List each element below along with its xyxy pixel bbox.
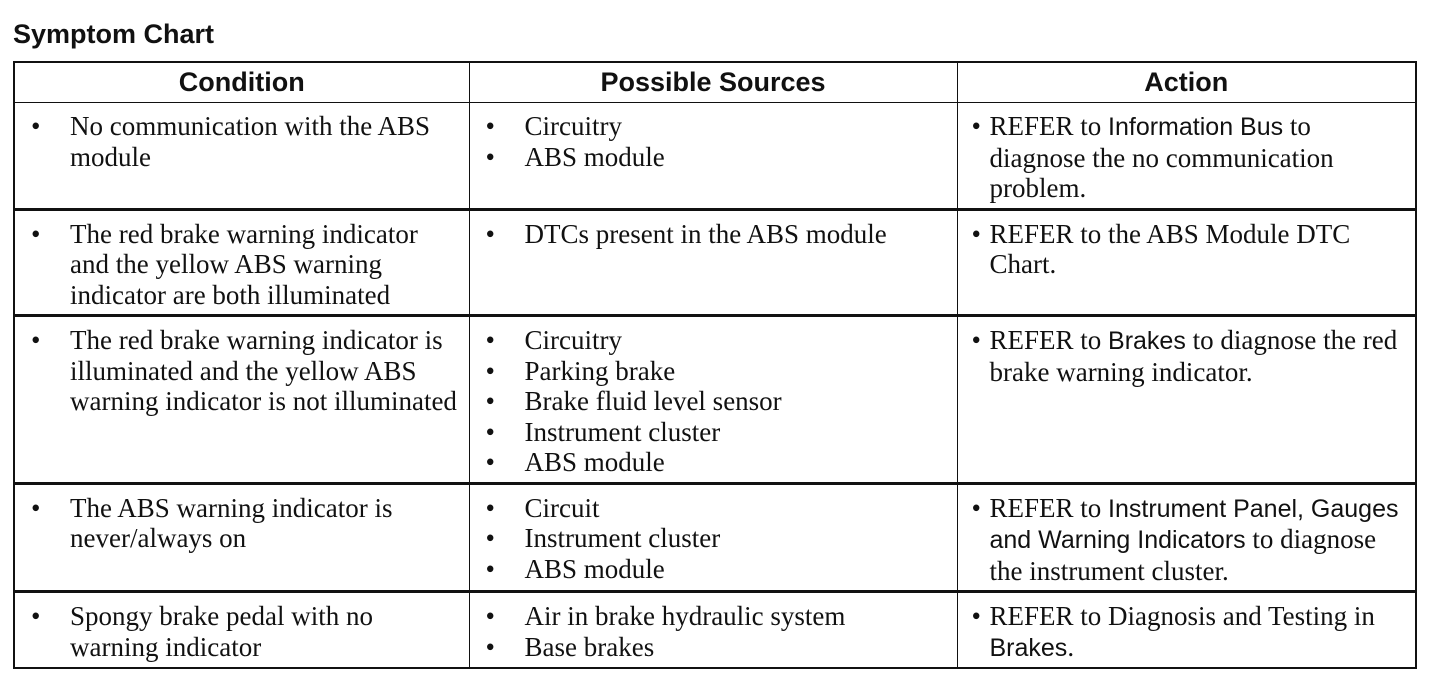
column-header-condition: Condition xyxy=(14,62,469,103)
source-text: ABS module xyxy=(524,447,665,477)
bullet-icon: • xyxy=(971,111,981,141)
action-item xyxy=(968,219,1410,280)
source-item xyxy=(480,447,951,478)
action-item xyxy=(968,493,1410,587)
source-text: Circuitry xyxy=(524,111,622,141)
page-title: Symptom Chart xyxy=(13,19,215,49)
action-text-pre: REFER to xyxy=(989,111,1109,141)
action-cell xyxy=(957,592,1416,669)
section-reference-link[interactable]: Brakes xyxy=(1108,327,1186,355)
condition-item xyxy=(25,111,463,172)
sources-cell xyxy=(469,209,957,316)
action-text xyxy=(990,601,1410,663)
action-text-pre: REFER to xyxy=(989,492,1109,523)
bullet-icon: • xyxy=(485,325,495,355)
bullet-icon: • xyxy=(971,325,981,355)
action-cell xyxy=(957,316,1416,484)
action-cell xyxy=(957,103,1416,210)
condition-item xyxy=(25,219,463,311)
source-item xyxy=(480,417,951,448)
table-row xyxy=(14,483,1416,592)
condition-item xyxy=(25,325,463,417)
bullet-icon: • xyxy=(485,523,495,553)
source-text: Circuit xyxy=(524,492,600,523)
source-item xyxy=(480,554,951,585)
condition-item xyxy=(25,493,463,554)
condition-cell xyxy=(14,483,469,592)
bullet-icon: • xyxy=(31,601,41,631)
source-item xyxy=(480,601,951,632)
bullet-icon: • xyxy=(485,601,495,631)
header-row xyxy=(14,62,1416,103)
source-item xyxy=(480,493,951,524)
action-text xyxy=(990,111,1410,204)
source-text: Brake fluid level sensor xyxy=(524,386,782,416)
bullet-icon: • xyxy=(971,218,981,249)
action-text-post: to diagnose the instrument cluster. xyxy=(989,524,1377,586)
source-item xyxy=(480,356,951,387)
bullet-icon: • xyxy=(485,492,495,523)
source-text: Base brakes xyxy=(524,631,655,662)
source-text: ABS module xyxy=(524,141,665,172)
condition-text: The ABS warning indicator is never/always on xyxy=(70,492,393,553)
action-text-post: to diagnose the red brake warning indicator. xyxy=(989,325,1398,387)
bullet-icon: • xyxy=(31,218,41,249)
source-text: DTCs present in the ABS module xyxy=(524,218,887,249)
source-text: Instrument cluster xyxy=(524,416,721,447)
bullet-icon: • xyxy=(485,553,495,584)
table-body xyxy=(14,103,1416,669)
source-item xyxy=(480,632,951,663)
condition-cell xyxy=(14,103,469,210)
action-text xyxy=(990,325,1410,387)
source-item xyxy=(480,219,951,250)
source-item xyxy=(480,111,951,142)
bullet-icon: • xyxy=(485,141,495,172)
source-item xyxy=(480,523,951,554)
sources-cell xyxy=(469,592,957,669)
column-header-action: Action xyxy=(957,62,1416,103)
action-text-post: . xyxy=(1067,631,1075,662)
condition-text: The red brake warning indicator is illuminated and the yellow ABS warning indicator is not illuminated xyxy=(70,325,457,416)
source-item xyxy=(480,386,951,417)
action-text xyxy=(990,493,1410,587)
source-text: Circuitry xyxy=(524,325,622,355)
condition-cell xyxy=(14,316,469,484)
source-item xyxy=(480,142,951,173)
action-text-post: to diagnose the no communication problem. xyxy=(989,111,1334,203)
sources-cell xyxy=(469,103,957,210)
bullet-icon: • xyxy=(485,447,495,477)
source-item xyxy=(480,325,951,356)
action-text-pre: REFER to the ABS Module DTC Chart. xyxy=(989,218,1351,279)
action-cell xyxy=(957,209,1416,316)
bullet-icon: • xyxy=(31,111,41,141)
sources-cell xyxy=(469,483,957,592)
source-text: Air in brake hydraulic system xyxy=(524,601,846,631)
condition-text: The red brake warning indicator and the yellow ABS warning indicator are both illuminated xyxy=(70,218,418,310)
bullet-icon: • xyxy=(485,386,495,416)
table-row xyxy=(14,316,1416,484)
bullet-icon: • xyxy=(485,111,495,141)
condition-cell xyxy=(14,592,469,669)
bullet-icon: • xyxy=(485,631,495,662)
symptom-table xyxy=(13,61,1417,669)
action-item xyxy=(968,111,1410,204)
condition-text: No communication with the ABS module xyxy=(70,111,430,172)
condition-item xyxy=(25,601,463,662)
action-item xyxy=(968,325,1410,387)
condition-cell xyxy=(14,209,469,316)
table-row xyxy=(14,209,1416,316)
column-header-possible-sources: Possible Sources xyxy=(469,62,957,103)
bullet-icon: • xyxy=(31,492,41,523)
action-text-pre: REFER to xyxy=(989,325,1109,355)
source-text: Instrument cluster xyxy=(524,523,721,553)
action-text xyxy=(990,219,1410,280)
action-text-pre: REFER to Diagnosis and Testing in xyxy=(989,601,1375,631)
bullet-icon: • xyxy=(971,601,981,631)
table-row xyxy=(14,103,1416,210)
sources-cell xyxy=(469,316,957,484)
bullet-icon: • xyxy=(485,355,495,386)
bullet-icon: • xyxy=(485,218,495,249)
action-item xyxy=(968,601,1410,663)
section-reference-link[interactable]: Information Bus xyxy=(1108,113,1284,141)
source-text: Parking brake xyxy=(524,355,676,386)
action-cell xyxy=(957,483,1416,592)
bullet-icon: • xyxy=(485,416,495,447)
condition-text: Spongy brake pedal with no warning indicator xyxy=(70,601,373,662)
bullet-icon: • xyxy=(31,325,41,355)
table-row xyxy=(14,592,1416,669)
section-reference-link[interactable]: Brakes xyxy=(989,633,1068,662)
section-reference-link[interactable]: Instrument Panel, Gauges and Warning Indicators xyxy=(989,494,1399,554)
source-text: ABS module xyxy=(524,553,665,584)
bullet-icon: • xyxy=(971,492,981,523)
